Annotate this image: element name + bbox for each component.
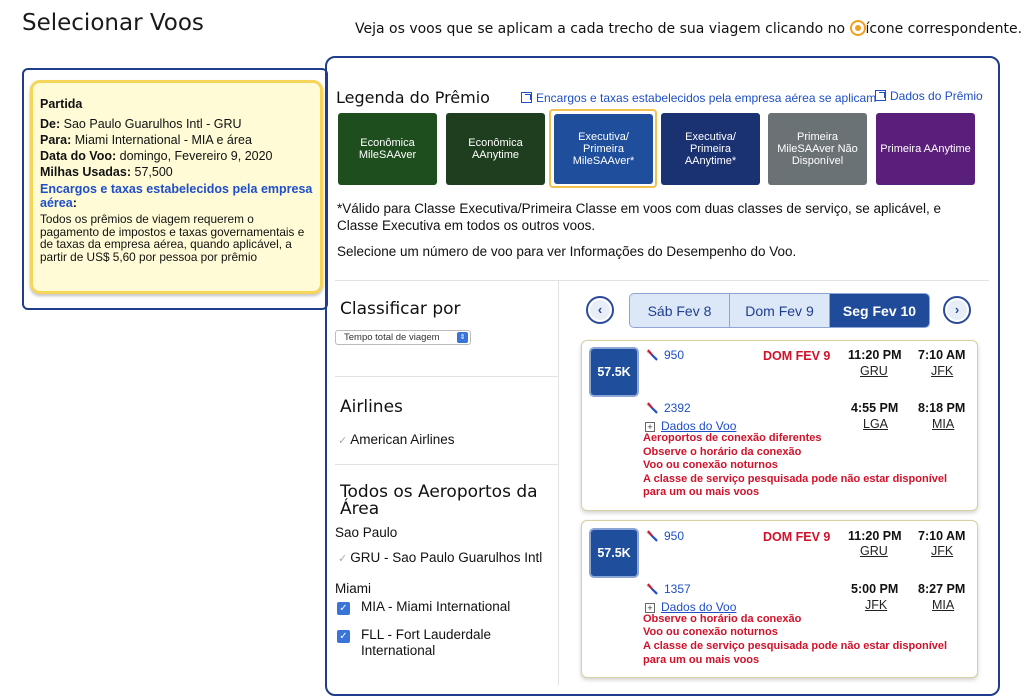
divider [558,281,559,685]
origin-city: Sao Paulo [335,525,398,540]
summary-fees-text: Todos os prêmios de viagem requerem o pagamento de impostos e taxas governamentais e de taxas da empresa aérea, quando aplicável, a partir de US$ 5,60 por pessoa por prêmio [40,212,305,264]
warning: A classe de serviço pesquisada pode não estar disponível [643,640,948,652]
instruction-text-start: Veja os voos que se aplicam a cada trecho de sua viagem clicando no [355,21,850,37]
summary-miles: Milhas Usadas: 57,500 [40,165,173,179]
instruction-text-end: ícone correspondente. [865,21,1023,37]
warning: Observe o horário da conexão [643,446,802,458]
departure-time: 5:00 PM [851,582,899,596]
summary-heading: Partida [40,97,83,111]
award-footnote: *Válido para Classe Executiva/Primeira Classe em voos com duas classes de serviço, se aplicável, e Classe Executiva em todos os outros voos. [337,201,942,233]
summary-fees-link[interactable]: Encargos e taxas estabelecidos pela empresa aérea [40,182,313,210]
divider [335,280,989,281]
flight-info-note: Selecione um número de voo para ver Informações do Desempenho do Voo. [337,244,797,259]
award-business-first-aanytime: Executiva/ Primeira AAnytime* [661,113,760,185]
award-first-aanytime: Primeira AAnytime [876,113,975,185]
date-tab-sun-feb-9[interactable]: Dom Fev 9 [730,294,830,327]
summary-from: De: Sao Paulo Guarulhos Intl - GRU [40,117,242,131]
award-economy-milesaaver: Econômica MileSAAver [338,113,437,185]
flight-number-link[interactable]: 950 [664,529,685,543]
page-title: Selecionar Voos [22,10,204,36]
flight-number-link[interactable]: 1357 [664,582,691,596]
summary-date: Data do Voo: domingo, Fevereiro 9, 2020 [40,149,273,163]
departure-time: 11:20 PM [848,348,902,362]
award-data-link[interactable]: Dados do Prêmio [875,89,983,103]
award-business-first-milesaaver: Executiva/ Primeira MileSAAver* [554,114,653,184]
flight-details-toggle[interactable]: + Dados do Voo [645,417,736,435]
warning: Observe o horário da conexão [643,613,802,625]
select-arrow-icon: ⇕ [457,332,468,343]
american-airlines-icon [646,349,658,361]
checkbox-fll[interactable]: ✓ [337,630,350,643]
flight-number-link[interactable]: 950 [664,348,685,362]
flight-info-icon [850,20,866,36]
miles-select-button[interactable]: 57.5K [591,530,637,576]
divider [335,464,558,465]
sort-title: Classificar por [340,299,461,319]
next-date-button[interactable] [943,296,971,324]
airport-filter-mia: MIA - Miami International [361,599,511,614]
warning: para um ou mais voos [643,654,760,666]
arrival-airport-link[interactable]: MIA [932,417,955,431]
arrival-airport-link[interactable]: MIA [932,598,955,612]
prev-date-button[interactable] [586,296,614,324]
instruction-text [355,20,1022,37]
trip-summary [30,80,323,294]
legend-title: Legenda do Prêmio [336,88,490,107]
chevron-right-icon: › [947,300,967,320]
flight-date: DOM FEV 9 [763,349,831,363]
miles-select-button[interactable]: 57.5K [591,349,637,395]
arrival-time: 8:18 PM [918,401,966,415]
date-tab-mon-feb-10[interactable]: Seg Fev 10 [830,294,929,327]
check-icon: ✓ [338,553,348,565]
american-airlines-icon [646,583,658,595]
airline-filter-american[interactable]: ✓ American Airlines [338,432,455,447]
warning: para um ou mais voos [643,486,760,498]
american-airlines-icon [646,530,658,542]
departure-airport-link[interactable]: GRU [860,364,888,378]
departure-time: 11:20 PM [848,529,902,543]
external-link-icon [875,90,886,101]
divider [335,376,558,377]
sort-select[interactable]: Tempo total de viagem ⇕ [335,330,471,345]
date-tabs [629,293,930,328]
expand-icon: + [645,422,655,432]
warning: Aeroportos de conexão diferentes [643,432,822,444]
arrival-time: 7:10 AM [918,529,966,543]
airport-filter-gru[interactable]: ✓ GRU - Sao Paulo Guarulhos Intl [338,550,543,565]
expand-icon: + [645,603,655,613]
award-first-milesaaver-unavailable: Primeira MileSAAver Não Disponível [768,113,867,185]
fees-link[interactable]: Encargos e taxas estabelecidos pela empresa aérea se aplicam [521,91,876,105]
flight-number-link[interactable]: 2392 [664,401,691,415]
dest-city: Miami [335,581,371,596]
airports-title: Todos os Aeroportos da Área [340,482,538,519]
date-tab-sat-feb-8[interactable]: Sáb Fev 8 [630,294,730,327]
award-economy-aanytime: Econômica AAnytime [446,113,545,185]
departure-airport-link[interactable]: GRU [860,544,888,558]
arrival-airport-link[interactable]: JFK [931,364,954,378]
chevron-left-icon: ‹ [590,300,610,320]
airport-filter-fll: FLL - Fort Lauderdale International [361,627,492,658]
departure-time: 4:55 PM [851,401,899,415]
external-link-icon [521,92,532,103]
warning: A classe de serviço pesquisada pode não estar disponível [643,473,948,485]
arrival-time: 8:27 PM [918,582,966,596]
flight-details-toggle[interactable]: + Dados do Voo [645,598,736,616]
departure-airport-link[interactable]: JFK [865,598,888,612]
check-icon: ✓ [338,435,348,447]
american-airlines-icon [646,402,658,414]
flight-date: DOM FEV 9 [763,530,831,544]
summary-to: Para: Miami International - MIA e área [40,133,252,147]
warning: Voo ou conexão noturnos [643,459,778,471]
arrival-airport-link[interactable]: JFK [931,544,954,558]
warning: Voo ou conexão noturnos [643,626,778,638]
departure-airport-link[interactable]: LGA [863,417,889,431]
airlines-title: Airlines [340,397,403,417]
arrival-time: 7:10 AM [918,348,966,362]
summary-fees-heading: Encargos e taxas estabelecidos pela empresa aérea: [40,182,313,210]
checkbox-mia[interactable]: ✓ [337,602,350,615]
